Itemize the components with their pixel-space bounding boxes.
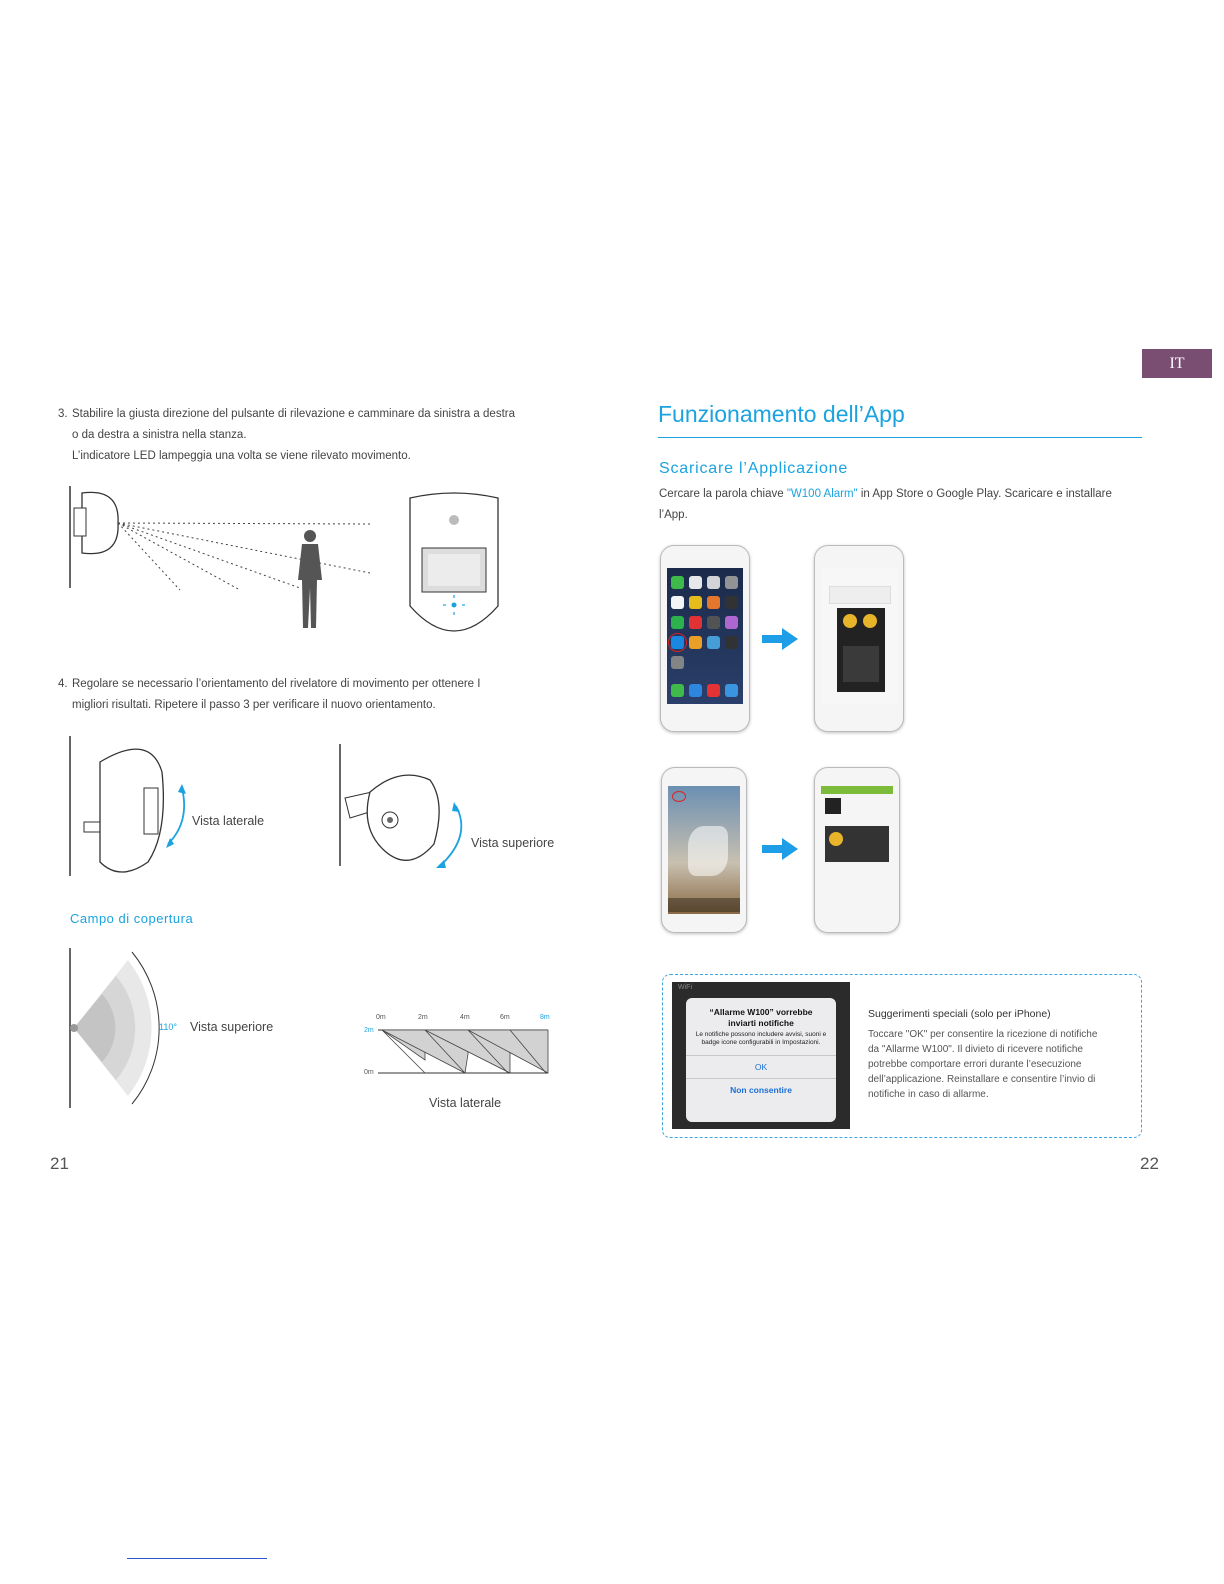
body-post: in App Store o Google Play. Scaricare e installare: [857, 488, 1112, 500]
person-icon: [298, 530, 322, 628]
iphone-home-image: [660, 545, 750, 732]
y-tick-2m: 2m: [364, 1027, 374, 1034]
dialog-title-line1: “Allarme W100” vorrebbe: [709, 1007, 813, 1017]
title-divider: [658, 437, 1142, 438]
notification-dialog: [686, 998, 836, 1122]
step-4-line2: migliori risultati. Ripetere il passo 3 per verificare il nuovo orientamento.: [72, 699, 436, 711]
dialog-bg-label: WiFi: [678, 984, 692, 991]
tips-line1: Toccare "OK" per consentire la ricezione di notifiche: [868, 1029, 1098, 1040]
app-keyword: "W100 Alarm": [786, 488, 858, 500]
coverage-title: Campo di copertura: [70, 911, 194, 926]
step-3-line3: L’indicatore LED lampeggia una volta se viene rilevato movimento.: [72, 450, 411, 462]
step-3-line2: o da destra a sinistra nella stanza.: [72, 429, 247, 441]
page-number-left: 21: [50, 1154, 69, 1173]
sensor-front-icon: [410, 493, 498, 631]
page-title: Funzionamento dell’App: [658, 401, 905, 427]
x-tick-0m: 0m: [376, 1014, 386, 1021]
tips-title: Suggerimenti speciali (solo per iPhone): [868, 1008, 1051, 1020]
android-home-image: [661, 767, 747, 933]
sensor-side-icon: [82, 492, 118, 553]
x-tick-8m: 8m: [540, 1014, 550, 1021]
notification-dialog-image: [672, 982, 850, 1129]
arrow-right-icon: [762, 628, 798, 650]
coverage-side-caption: Vista laterale: [429, 1096, 502, 1110]
coverage-top-caption: Vista superiore: [190, 1020, 274, 1034]
tips-line4: dell’applicazione. Reinstallare e consentire l’invio di: [868, 1074, 1096, 1085]
step-4: [58, 674, 598, 716]
dialog-ok-button[interactable]: OK: [686, 1055, 836, 1078]
detection-illustration: [60, 478, 510, 648]
page-number-right: 22: [1140, 1154, 1159, 1173]
section-subtitle: Scaricare l’Applicazione: [659, 460, 849, 477]
app-grid-icon: [667, 568, 743, 704]
step-4-line1: Regolare se necessario l’orientamento del rivelatore di movimento per ottenere I: [72, 678, 481, 690]
dialog-title-line2: inviarti notifiche: [728, 1018, 794, 1028]
body-line2: l’App.: [659, 509, 688, 521]
x-tick-2m: 2m: [418, 1014, 428, 1021]
footer-rule: [127, 1558, 267, 1559]
coverage-angle: 110°: [159, 1022, 177, 1032]
iphone-appstore-image: [814, 545, 904, 732]
tips-body: [868, 1027, 1130, 1102]
x-tick-4m: 4m: [460, 1014, 470, 1021]
caption-side-view: Vista laterale: [192, 814, 265, 828]
tips-line2: da "Allarme W100". Il divieto di ricevere notifiche: [868, 1044, 1083, 1055]
sensor-top-view-icon: [340, 744, 461, 868]
body-pre: Cercare la parola chiave: [659, 488, 787, 500]
y-tick-0m: 0m: [364, 1069, 374, 1076]
orientation-illustration: [60, 732, 560, 882]
arrow-right-icon-2: [762, 838, 798, 860]
sensor-side-view-icon: [70, 736, 186, 876]
dialog-deny-button[interactable]: Non consentire: [686, 1078, 836, 1101]
tips-line3: potrebbe comportare errori durante l’esecuzione: [868, 1059, 1082, 1070]
step-3-line1: Stabilire la giusta direzione del pulsante di rilevazione e camminare da sinistra a destra: [72, 408, 515, 420]
language-tab: IT: [1142, 349, 1212, 378]
caption-top-view: Vista superiore: [471, 836, 555, 850]
android-playstore-image: [814, 767, 900, 933]
x-tick-6m: 6m: [500, 1014, 510, 1021]
download-instructions: [659, 484, 1159, 526]
step-3: [58, 404, 598, 467]
dialog-message: Le notifiche possono includere avvisi, suoni e badge icone configurabili in Impostazioni.: [695, 1031, 827, 1046]
dialog-title: [686, 1007, 836, 1029]
step-3-number: 3.: [58, 408, 68, 420]
tips-line5: notifiche in caso di allarme.: [868, 1089, 989, 1100]
step-4-number: 4.: [58, 678, 68, 690]
